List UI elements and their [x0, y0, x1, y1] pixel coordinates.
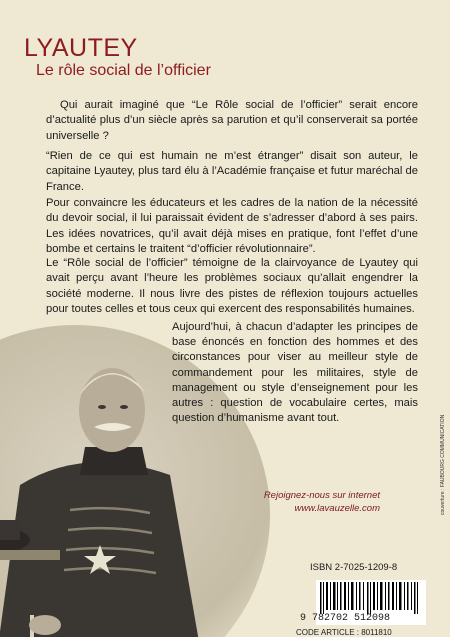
paragraph-5: Aujourd’hui, à chacun d’adapter les principes de base énoncés en fonction des hommes et des circonstances pour viser au meilleur style de commandement pour les militaires, style de management ou style d’enseignement pour les autres : question de vocabulaire certes, mais question d’humanisme avant tout. — [172, 321, 418, 425]
publisher-links — [264, 489, 380, 515]
code-article: CODE ARTICLE : 8011810 — [296, 628, 392, 637]
paragraph-3: Pour convaincre les éducateurs et les cadres de la nation de la nécessité du devoir social, il lui paraissait évident de s’adresser d’abord à ses pairs. Les idées novatrices, qu’il avait déjà mises en pratique, font l’effet d’une bombe et certains le traitent “d’officier révolutionnaire”. — [46, 197, 418, 255]
book-title: LYAUTEY — [24, 34, 138, 62]
website-link[interactable]: www.lavauzelle.com — [294, 503, 380, 514]
isbn-label: ISBN 2-7025-1209-8 — [310, 562, 398, 573]
paragraph-2: “Rien de ce qui est humain ne m’est étranger” disait son auteur, le capitaine Lyautey, plus tard élu à l’Académie française et futur maréchal de France. — [46, 150, 418, 193]
join-text: Rejoignez-nous sur internet — [263, 490, 380, 501]
paragraph-1: Qui aurait imaginé que “Le Rôle social de l’officier” serait encore d’actualité plus d’un siècle après sa parution et qu’il conserverait sa portée universelle ? — [46, 99, 418, 142]
book-subtitle: Le rôle social de l’officier — [36, 62, 211, 79]
cover-credit: couverture : FAUBOURG COMMUNICATION — [440, 414, 446, 515]
paragraph-4: Le “Rôle social de l’officier” témoigne de la clairvoyance de Lyautey qui avait perçu avant l’heure les problèmes sociaux qu’allait engendrer la société moderne. Il nous livre des pistes de réflexion toujours actuelles pour toutes celles et tous ceux qui exercent des responsabilités humaines. — [46, 257, 418, 315]
barcode-digits: 9 782702 512098 — [300, 613, 391, 624]
